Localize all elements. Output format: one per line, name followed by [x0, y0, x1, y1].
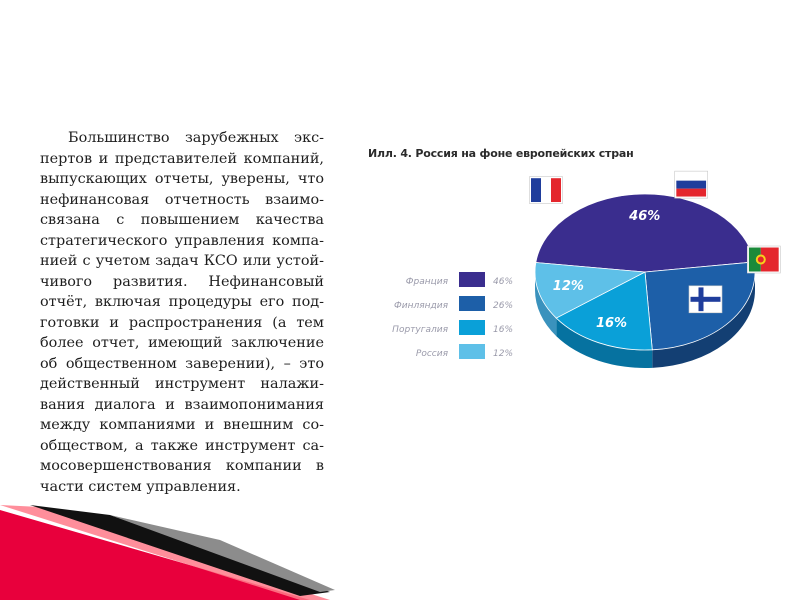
- legend-label: Россия: [415, 349, 448, 359]
- article-line: пертов и представителей компаний,: [40, 150, 324, 167]
- article-line: готовки и распространения (а тем: [40, 314, 324, 331]
- article-line: выпускающих отчеты, уверены, что: [40, 171, 324, 187]
- legend-swatch: [459, 272, 485, 287]
- article-line: стратегического управления компа-: [40, 232, 324, 249]
- flag-russia-icon: [675, 171, 708, 198]
- article-line: действенный инструмент налажи-: [40, 376, 324, 392]
- pie-value-label: 16%: [595, 315, 628, 331]
- chart-title: Илл. 4. Россия на фоне европейских стран: [368, 147, 634, 160]
- article-line: чивого развития. Нефинансовый: [40, 273, 324, 290]
- flag-portugal-icon: [747, 246, 780, 273]
- article-line: отчёт, включая процедуры его под-: [40, 294, 324, 310]
- pie-value-label: 12%: [552, 279, 584, 295]
- flag-france-icon: [530, 177, 563, 204]
- article-line: мосовершенствования компании в: [40, 458, 324, 474]
- article-line: связана с повышением качества: [40, 212, 324, 228]
- legend-label: Франция: [405, 277, 448, 287]
- article-line: более отчет, имеющий заключение: [40, 335, 324, 351]
- flag-finland-icon: [689, 286, 722, 313]
- pie-value-label: 46%: [629, 208, 661, 224]
- pie-slice-0: [536, 194, 754, 272]
- legend-value: 12%: [493, 349, 514, 359]
- article-line: нефинансовая отчетность взаимо-: [40, 191, 324, 208]
- legend-label: Финляндия: [393, 301, 448, 311]
- legend-value: 26%: [493, 301, 514, 311]
- article-line: нией с учетом задач КСО или устой-: [40, 253, 324, 269]
- legend-swatch: [459, 296, 485, 311]
- article-line: Большинство зарубежных экс-: [68, 130, 324, 146]
- article-line: вания диалога и взаимопонимания: [40, 396, 324, 413]
- legend-value: 16%: [493, 325, 514, 335]
- article-line: части систем управления.: [40, 478, 241, 495]
- article-line: между компаниями и внешним со-: [40, 417, 324, 433]
- article-line: обществом, а также инструмент са-: [40, 437, 324, 454]
- chart-legend: [392, 272, 513, 359]
- legend-value: 46%: [493, 277, 514, 287]
- legend-label: Португалия: [392, 325, 448, 335]
- legend-swatch: [459, 344, 485, 359]
- legend-swatch: [459, 320, 485, 335]
- article-line: об общественном заверении), – это: [40, 355, 324, 372]
